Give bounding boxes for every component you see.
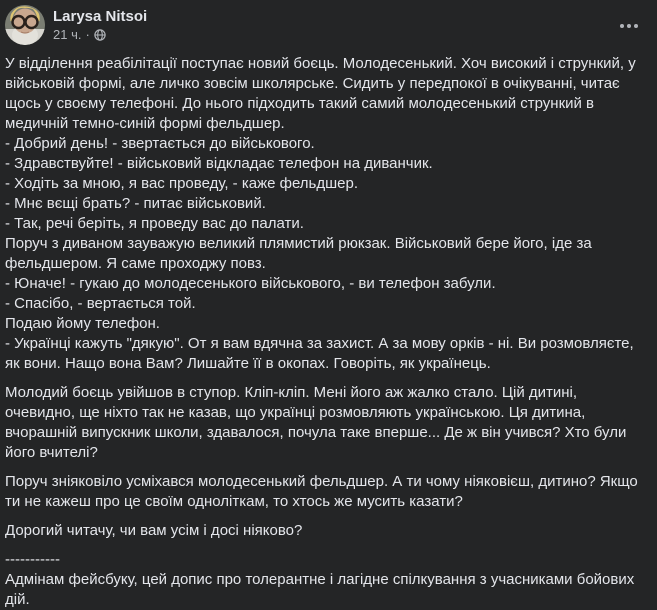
post-text xyxy=(0,45,657,610)
post-paragraph: Дорогий читачу, чи вам усім і досі ніяково? xyxy=(5,522,303,539)
avatar-image xyxy=(5,5,45,45)
post-paragraph: Молодий боєць увійшов в ступор. Кліп-кліп. Мені його аж жалко стало. Цій дитині, очевидно, ще ніхто так не казав, що українці розмовляють українською. Ця дитина, вчорашній випускник школи, здавалося, почула таке вперше... Де ж він учився? Хто були його вчителі? xyxy=(5,384,627,461)
more-options-button[interactable] xyxy=(615,12,643,40)
post-paragraph: У відділення реабілітації поступає новий боєць. Молодесенький. Хоч високий і стрункий, у військовій формі, але личко зовсім школярське. Сидить у передпокої в очікуванні, читає щось у своєму телефоні. До нього підходить такий самий молодесенький стрункий в медичній темно-синій формі фельдшер. - Добрий день! - звертається до військового. - Здравствуйте! - військовий відкладає телефон на диванчик. - Ходіть за мною, я вас проведу, - каже фельдшер. - Мнє вєщі брать? - питає військовий. - Так, речі беріть, я проведу вас до палати. Поруч з диваном зауважую великий плямистий рюкзак. Військовий бере його, іде за фельдшером. Я саме проходжу повз. - Юначе! - гукаю до молодесенького військового, - ви телефон забули. - Спасібо, - вертається той. Подаю йому телефон. - Українці кажуть "дякую". От я вам вдячна за захист. А за мову орків - ні. Ви розмовляєте, як вони. Нащо вона Вам? Лишайте її в окопах. Говоріть, як українець. xyxy=(5,55,636,372)
ellipsis-icon xyxy=(627,24,631,28)
author-name[interactable]: Larysa Nitsoi xyxy=(53,8,148,25)
post-meta xyxy=(53,27,147,42)
post-header xyxy=(0,0,657,45)
avatar[interactable] xyxy=(5,5,45,45)
ellipsis-icon xyxy=(620,24,624,28)
post-paragraph: ----------- Адмінам фейсбуку, цей допис про толерантне і лагідне спілкування з учасниками бойових дій. xyxy=(5,551,635,608)
globe-public-icon xyxy=(94,29,106,41)
timestamp[interactable]: 21 ч. xyxy=(53,27,82,42)
ellipsis-icon xyxy=(634,24,638,28)
meta-separator: · xyxy=(85,27,90,42)
post-paragraph: Поруч зніяковіло усміхався молодесенький фельдшер. А ти чому ніяковієш, дитино? Якщо ти не кажеш про це своїм одноліткам, то хтось же мусить казати? xyxy=(5,473,638,510)
header-info xyxy=(53,5,147,42)
